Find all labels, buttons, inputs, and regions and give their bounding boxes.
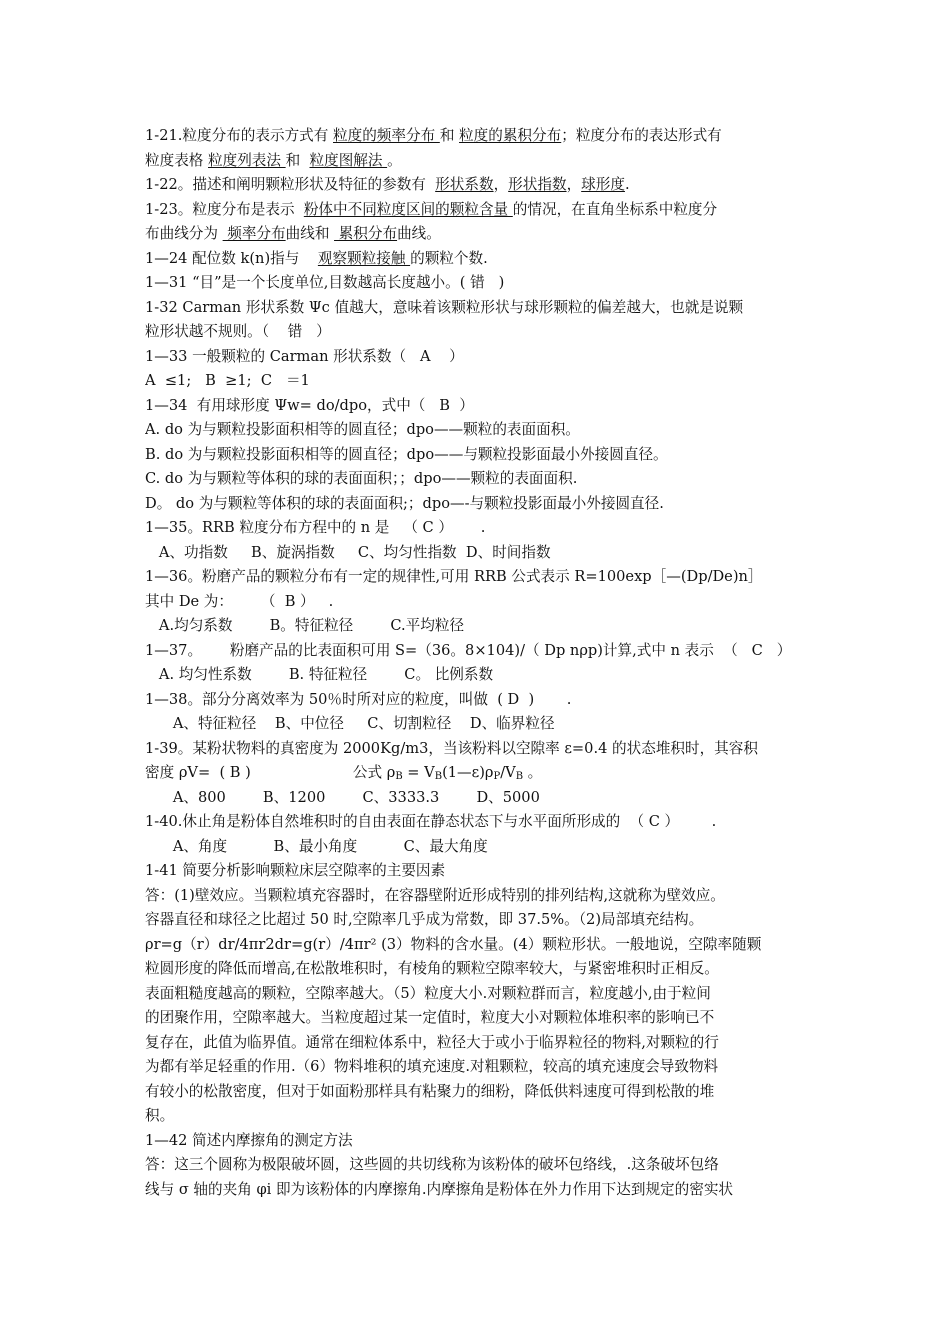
text-segment: 1—36。粉磨产品的颗粒分布有一定的规律性,可用 RRB 公式表示 R=100exp［—(Dp/De)n］	[145, 568, 763, 585]
text-line	[145, 541, 817, 566]
text-line	[145, 467, 817, 492]
text-line	[145, 590, 817, 615]
text-segment: A.均匀系数 B。特征粒径 C.平均粒径	[145, 617, 465, 634]
text-segment: 1-40.休止角是粉体自然堆积时的自由表面在静态状态下与水平面所形成的 （ C ） .	[145, 813, 717, 830]
text-segment: 1-21.粒度分布的表示方式有	[145, 127, 334, 144]
text-line	[145, 565, 817, 590]
answer-blank: 粒度列表法	[208, 151, 286, 169]
text-segment: ρr=g（r）dr/4πr2dr=g(r）/4πr² (3）物料的含水量。(4）颗粒形状。一般地说，空隙率随颗	[145, 935, 762, 953]
text-segment: 曲线和	[285, 225, 335, 242]
text-segment: 。	[387, 151, 402, 169]
text-segment: 1-22。描述和阐明颗粒形状及特征的参数有	[145, 176, 436, 193]
text-line	[145, 198, 817, 223]
answer-blank: 形状系数	[435, 176, 494, 193]
answer-blank: 粒度的累积分布	[459, 127, 562, 144]
text-line	[145, 296, 817, 321]
text-segment: A、功指数 B、旋涡指数 C、均匀性指数 D、时间指数	[145, 543, 551, 561]
text-line	[145, 492, 817, 517]
text-segment: 的颗粒个数.	[410, 249, 488, 267]
text-line	[145, 786, 817, 811]
text-segment: 布曲线分为	[145, 225, 223, 242]
text-segment: = V	[402, 764, 435, 781]
text-segment: 和	[285, 151, 310, 169]
text-segment: 粒圆形度的降低而增高,在松散堆积时，有棱角的颗粒空隙率较大，与紧密堆积时正相反。	[145, 960, 719, 977]
text-line	[145, 1055, 817, 1080]
text-line	[145, 933, 817, 958]
answer-blank: 粉体中不同粒度区间的颗粒含量	[303, 200, 513, 218]
text-segment: ，	[566, 176, 582, 193]
text-segment: ，	[493, 176, 509, 193]
text-segment: ；粒度分布的表达形式有	[561, 127, 722, 144]
subscript: P	[493, 771, 501, 782]
text-line	[145, 737, 817, 762]
text-line	[145, 761, 817, 786]
text-segment: A、800 B、1200 C、3333.3 D、5000	[145, 788, 540, 806]
text-segment: .	[624, 176, 630, 193]
text-segment: /V	[500, 764, 516, 781]
text-line	[145, 345, 817, 370]
text-line	[145, 884, 817, 909]
text-segment: 表面粗糙度越高的颗粒，空隙率越大。（5）粒度大小.对颗粒群而言，粒度越小,由于粒间	[145, 984, 711, 1002]
text-segment: A ≤1; B ≥1; C ＝1	[145, 372, 310, 389]
answer-blank: 球形度	[581, 176, 625, 193]
text-line	[145, 418, 817, 443]
text-line	[145, 1129, 817, 1154]
text-segment: 粒度表格	[145, 151, 209, 169]
text-line	[145, 614, 817, 639]
text-segment: 容器直径和球径之比超过 50 时,空隙率几乎成为常数，即 37.5%。（2)局部填充结构。	[145, 911, 704, 928]
document-body	[145, 124, 817, 1202]
text-line	[145, 957, 817, 982]
answer-blank: 累积分布	[334, 225, 398, 242]
text-segment: 的情况，在直角坐标系中粒度分	[512, 200, 718, 218]
text-segment: 1—34 有用球形度 Ψw= do/dpo，式中（ B ）	[145, 396, 474, 414]
text-segment: 1—24 配位数 k(n)指与	[145, 249, 318, 267]
text-line	[145, 1080, 817, 1105]
text-line	[145, 688, 817, 713]
text-line	[145, 810, 817, 835]
answer-blank: 粒度图解法	[309, 151, 388, 169]
text-segment: 有较小的松散密度，但对于如面粉那样具有粘聚力的细粉，降低供料速度可得到松散的堆	[145, 1082, 715, 1100]
text-segment: 密度 ρV= ( B ) 公式 ρ	[145, 764, 396, 781]
text-line	[145, 982, 817, 1007]
text-segment: C. do 为与颗粒等体积的球的表面面积；；dpo——颗粒的表面面积.	[145, 470, 578, 487]
text-line	[145, 835, 817, 860]
text-line	[145, 271, 817, 296]
text-segment: 1-23。粒度分布是表示	[145, 200, 304, 218]
text-segment: 1-39。某粉状物料的真密度为 2000Kg/m3，当该粉料以空隙率 ε=0.4 的状态堆积时，其容积	[145, 739, 758, 757]
answer-blank: 频率分布	[222, 225, 286, 242]
text-segment: 。	[523, 764, 543, 781]
text-segment: 曲线。	[397, 225, 441, 242]
text-segment: 的团聚作用，空隙率越大。当粒度超过某一定值时，粒度大小对颗粒体堆积率的影响已不	[145, 1009, 715, 1026]
text-segment: 1—37。 粉磨产品的比表面积可用 S=（36。8×104)/（ Dp nρp)计算,式中 n 表示 （ C ）	[145, 641, 792, 659]
subscript: B	[434, 771, 443, 782]
text-line	[145, 173, 817, 198]
text-line	[145, 1031, 817, 1056]
text-segment: 为都有举足轻重的作用.（6）物料堆积的填充速度.对粗颗粒，较高的填充速度会导致物料	[145, 1058, 719, 1075]
text-line	[145, 1006, 817, 1031]
text-segment: 1—38。部分分离效率为 50％时所对应的粒度，叫做 ( D ) .	[145, 690, 572, 708]
text-line	[145, 859, 817, 884]
text-segment: 1-41 简要分析影响颗粒床层空隙率的主要因素	[145, 862, 446, 879]
text-segment: D。 do 为与颗粒等体积的球的表面面积;；dpo—-与颗粒投影面最小外接圆直径.	[145, 494, 664, 512]
text-segment: 答：这三个圆称为极限破坏圆，这些圆的共切线称为该粉体的破坏包络线，.这条破坏包络	[145, 1156, 719, 1173]
text-segment: A、特征粒径 B、中位径 C、切割粒径 D、临界粒径	[145, 715, 555, 732]
answer-blank: 形状指数	[508, 176, 567, 193]
answer-blank: 粒度的频率分布	[333, 127, 440, 144]
text-segment: 其中 De 为： （ B ） .	[145, 592, 334, 610]
text-line	[145, 369, 817, 394]
text-line	[145, 1104, 817, 1129]
text-segment: A. do 为与颗粒投影面积相等的圆直径；dpo——颗粒的表面面积。	[145, 421, 580, 438]
text-segment: 和	[439, 127, 460, 144]
text-segment: 1—31 “目”是一个长度单位,目数越高长度越小。( 错 )	[145, 274, 505, 291]
text-segment: (1—ε)ρ	[442, 764, 494, 781]
text-line	[145, 247, 817, 272]
text-line	[145, 639, 817, 664]
text-line	[145, 124, 817, 149]
text-segment: 1-32 Carman 形状系数 Ψc 值越大，意味着该颗粒形状与球形颗粒的偏差越大，也就是说颗	[145, 298, 744, 316]
text-line	[145, 663, 817, 688]
text-segment: B. do 为与颗粒投影面积相等的圆直径；dpo——与颗粒投影面最小外接圆直径。	[145, 445, 668, 463]
text-line	[145, 516, 817, 541]
text-line	[145, 149, 817, 174]
text-line	[145, 320, 817, 345]
text-line	[145, 222, 817, 247]
text-line	[145, 443, 817, 468]
text-segment: 1—33 一般颗粒的 Carman 形状系数（ A ）	[145, 347, 464, 365]
text-segment: 答：(1)壁效应。当颗粒填充容器时，在容器壁附近形成特别的排列结构,这就称为壁效应。	[145, 886, 725, 904]
text-segment: 积。	[145, 1107, 175, 1124]
text-line	[145, 394, 817, 419]
text-segment: A、角度 B、最小角度 C、最大角度	[145, 837, 488, 855]
text-segment: 粒形状越不规则。（ 错 ）	[145, 323, 331, 340]
text-segment: 复存在，此值为临界值。通常在细粒体系中，粒径大于或小于临界粒径的物料,对颗粒的行	[145, 1033, 719, 1051]
text-line	[145, 712, 817, 737]
text-line	[145, 1153, 817, 1178]
text-line	[145, 908, 817, 933]
text-segment: 1—42 简述内摩擦角的测定方法	[145, 1131, 353, 1149]
answer-blank: 观察颗粒接触	[317, 249, 411, 267]
text-segment: 1—35。RRB 粒度分布方程中的 n 是 （ C ） .	[145, 519, 486, 536]
text-line	[145, 1178, 817, 1203]
subscript: B	[515, 771, 524, 782]
subscript: B	[395, 771, 403, 782]
text-segment: A. 均匀性系数 B. 特征粒径 C。 比例系数	[145, 666, 494, 683]
text-segment: 线与 σ 轴的夹角 φi 即为该粉体的内摩擦角.内摩擦角是粉体在外力作用下达到规定的密实状	[145, 1180, 734, 1198]
